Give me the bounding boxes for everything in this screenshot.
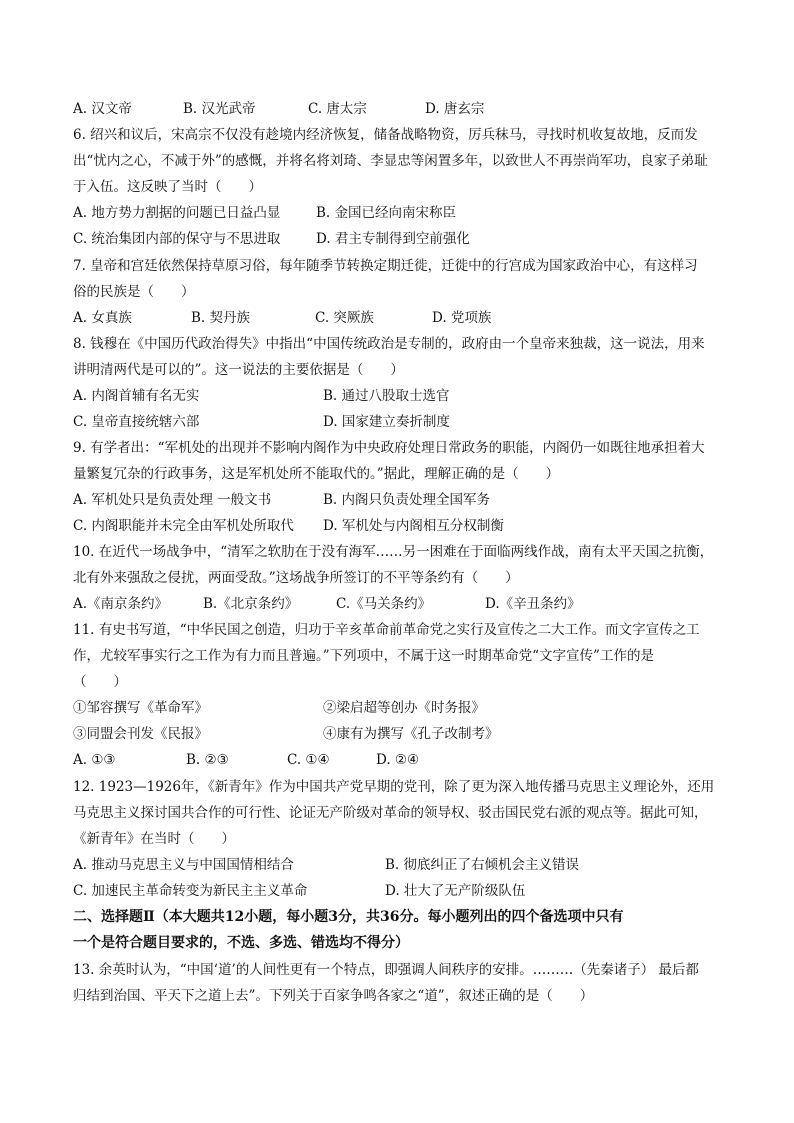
q11-option-d: D. ②④ xyxy=(376,752,420,768)
q9-option-c: C. 内阁职能并未完全由军机处所取代 xyxy=(73,518,294,534)
q12-option-c: C. 加速民主革命转变为新民主主义革命 xyxy=(73,883,308,899)
q10-option-c: C.《马关条约》 xyxy=(336,596,432,612)
q7-option-d: D. 党项族 xyxy=(432,310,492,326)
q12-option-d: D. 壮大了无产阶级队伍 xyxy=(385,883,526,899)
q8-option-d: D. 国家建立奏折制度 xyxy=(323,414,450,430)
q7-option-a: A. 女真族 xyxy=(73,310,132,326)
q6-option-d: D. 君主专制得到空前强化 xyxy=(316,231,470,247)
q9-option-d: D. 军机处与内阁相互分权制衡 xyxy=(323,518,504,534)
q12-option-b: B. 彻底纠正了右倾机会主义错误 xyxy=(385,857,580,873)
q7-stem-line-2: 俗的民族是（ ） xyxy=(73,284,195,300)
q11-option-b: B. ②③ xyxy=(186,752,229,768)
q5-option-d: D. 唐玄宗 xyxy=(425,101,485,117)
q13-stem-line-1: 13. 余英时认为，“中国‘道’的人间性更有一个特点，即强调人间秩序的安排。………（先秦诸子） 最后都 xyxy=(73,962,700,978)
q13-stem-line-2: 归结到治国、平天下之道上去”。下列关于百家争鸣各家之“道”，叙述正确的是（ ） xyxy=(73,988,594,1004)
q11-item-1: ①邹容撰写《革命军》 xyxy=(73,700,208,716)
section-2-heading-line-2: 一个是符合题目要求的，不选、多选、错选均不得分） xyxy=(73,935,409,951)
q12-option-a: A. 推动马克思主义与中国国情相结合 xyxy=(73,857,294,873)
q5-option-b: B. 汉光武帝 xyxy=(183,101,256,117)
q6-option-a: A. 地方势力割据的问题已日益凸显 xyxy=(73,205,281,221)
q11-stem-line-3: （ ） xyxy=(73,674,127,690)
q11-stem-line-2: 作，尤较军事实行之工作为有力而且普遍。”下列项中，不属于这一时期革命党“文字宣传”工作的是 xyxy=(73,648,654,664)
q8-option-a: A. 内阁首辅有名无实 xyxy=(73,388,200,404)
q11-stem-line-1: 11. 有史书写道，“中华民国之创造，归功于辛亥革命前革命党之实行及宣传之二大工作。而文字宣传之工 xyxy=(73,622,700,638)
q11-option-a: A. ①③ xyxy=(73,752,116,768)
q10-stem-line-1: 10. 在近代一场战争中，“清军之软肋在于没有海军……另一困难在于面临两线作战，南有太平天国之抗衡， xyxy=(73,544,714,560)
q10-option-b: B.《北京条约》 xyxy=(203,596,299,612)
q11-item-2: ②梁启超等创办《时务报》 xyxy=(323,700,485,716)
q11-item-3: ③同盟会刊发《民报》 xyxy=(73,726,208,742)
q9-stem-line-1: 9. 有学者出：“军机处的出现并不影响内阁作为中央政府处理日常政务的职能，内阁仍一如既往地承担着大 xyxy=(73,440,705,456)
q12-stem-line-1: 12. 1923—1926年，《新青年》作为中国共产党早期的党刊，除了更为深入地传播马克思主义理论外，还用 xyxy=(73,779,715,795)
section-2-heading-line-1: 二、选择题Ⅱ（本大题共12小题，每小题3分，共36分。每小题列出的四个备选项中只有 xyxy=(73,909,624,925)
q8-option-c: C. 皇帝直接统辖六部 xyxy=(73,414,200,430)
q9-stem-line-2: 量繁复冗杂的行政事务，这是军机处所不能取代的。”据此，理解正确的是（ ） xyxy=(73,466,560,482)
q6-stem-line-3: 于入伍。这反映了当时（ ） xyxy=(73,179,262,195)
q12-stem-line-2: 马克思主义探讨国共合作的可行性、论证无产阶级对革命的领导权、驳击国民党右派的观点等。据此可知， xyxy=(73,805,708,821)
q10-stem-line-2: 北有外来强敌之侵扰，两面受敌。”这场战争所签订的不平等条约有（ ） xyxy=(73,570,519,586)
q7-option-b: B. 契丹族 xyxy=(191,310,251,326)
q10-option-d: D.《辛丑条约》 xyxy=(485,596,581,612)
q7-stem-line-1: 7. 皇帝和宫廷依然保持草原习俗，每年随季节转换定期迁徙，迁徙中的行宫成为国家政治中心，有这样习 xyxy=(73,258,698,274)
q8-stem-line-1: 8. 钱穆在《中国历代政治得失》中指出“中国传统政治是专制的，政府由一个皇帝来独裁，这一说法，用来 xyxy=(73,336,705,352)
q8-option-b: B. 通过八股取士选官 xyxy=(323,388,450,404)
q7-option-c: C. 突厥族 xyxy=(315,310,374,326)
q6-option-c: C. 统治集团内部的保守与不思进取 xyxy=(73,231,281,247)
q10-option-a: A.《南京条约》 xyxy=(73,596,169,612)
q6-stem-line-2: 出“忧内之心，不减于外”的感慨，并将名将刘琦、李显忠等闲置多年，以致世人不再崇尚军功，良家子弟耻 xyxy=(73,153,708,169)
q9-option-b: B. 内阁只负责处理全国军务 xyxy=(323,492,491,508)
q6-stem-line-1: 6. 绍兴和议后，宋高宗不仅没有趁境内经济恢复，储备战略物资，厉兵秣马，寻找时机收复故地，反而发 xyxy=(73,127,698,143)
q5-option-a: A. 汉文帝 xyxy=(73,101,132,117)
q5-option-c: C. 唐太宗 xyxy=(308,101,367,117)
q9-option-a: A. 军机处只是负责处理 一般文书 xyxy=(73,492,272,508)
q11-item-4: ④康有为撰写《孔子改制考》 xyxy=(323,726,499,742)
q12-stem-line-3: 《新青年》在当时（ ） xyxy=(73,831,235,847)
q6-option-b: B. 金国已经向南宋称臣 xyxy=(316,205,457,221)
q11-option-c: C. ①④ xyxy=(287,752,330,768)
q8-stem-line-2: 讲明清两代是可以的”。这一说法的主要依据是（ ） xyxy=(73,362,404,378)
